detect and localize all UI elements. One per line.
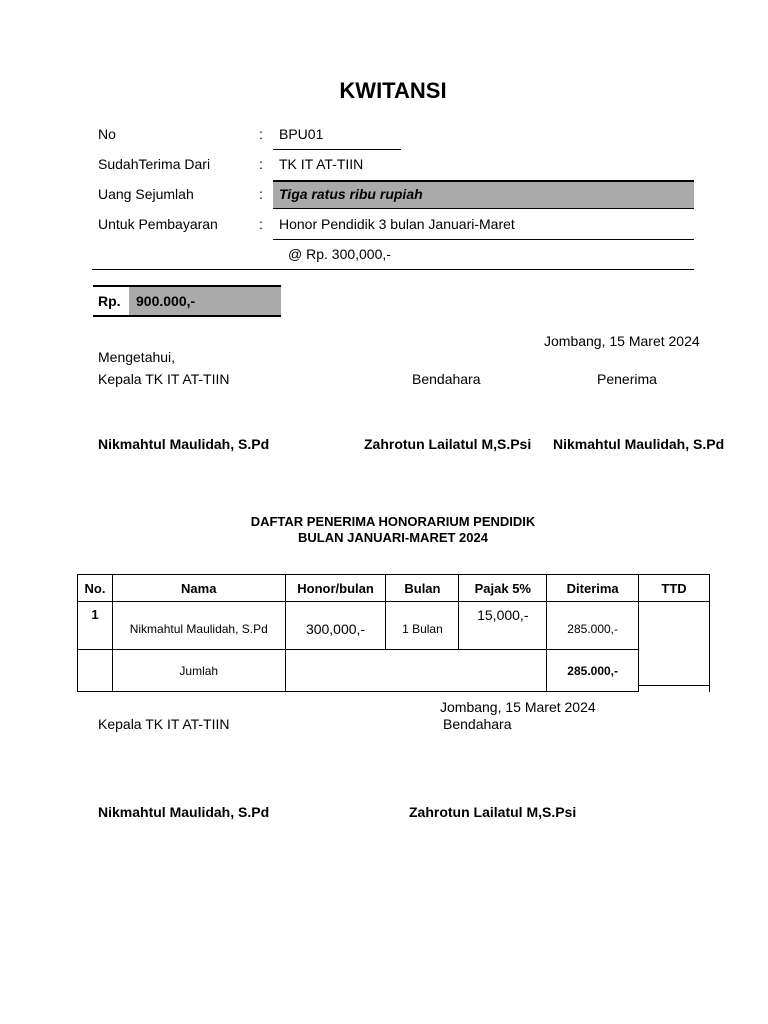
role-head: Kepala TK IT AT-TIIN xyxy=(98,371,230,387)
list-signature-name-treasurer: Zahrotun Lailatul M,S.Psi xyxy=(409,804,577,820)
cell-honor: 300,000,- xyxy=(285,602,386,650)
cell-total-empty xyxy=(285,650,547,692)
ttd-bottom-border xyxy=(639,685,710,686)
field-label-amount: Uang Sejumlah xyxy=(98,186,194,202)
col-header-honor: Honor/bulan xyxy=(285,575,386,602)
list-title-line1: DAFTAR PENERIMA HONORARIUM PENDIDIK xyxy=(250,514,536,529)
field-colon-amount: : xyxy=(259,186,263,202)
cell-total-no xyxy=(78,650,113,692)
rp-amount: 900.000,- xyxy=(136,293,196,309)
table-total-row xyxy=(78,650,710,692)
list-place-date: Jombang, 15 Maret 2024 xyxy=(440,699,596,715)
field-colon-payment-for: : xyxy=(259,216,263,232)
field-value-received-from: TK IT AT-TIIN xyxy=(279,156,364,172)
col-header-bulan: Bulan xyxy=(386,575,459,602)
col-header-nama: Nama xyxy=(112,575,285,602)
rp-label: Rp. xyxy=(98,293,121,309)
rate-line: @ Rp. 300,000,- xyxy=(288,246,391,262)
col-header-pajak: Pajak 5% xyxy=(459,575,547,602)
list-role-head: Kepala TK IT AT-TIIN xyxy=(98,716,230,732)
col-header-no: No. xyxy=(78,575,113,602)
col-header-ttd: TTD xyxy=(639,575,710,602)
cell-ttd xyxy=(639,602,710,692)
acknowledged-label: Mengetahui, xyxy=(98,349,176,365)
signature-name-receiver: Nikmahtul Maulidah, S.Pd xyxy=(553,436,725,452)
receipt-place-date: Jombang, 15 Maret 2024 xyxy=(544,333,700,349)
cell-diterima: 285.000,- xyxy=(547,602,639,650)
field-label-no: No xyxy=(98,126,116,142)
field-label-payment-for: Untuk Pembayaran xyxy=(98,216,218,232)
cell-bulan: 1 Bulan xyxy=(386,602,459,650)
role-receiver: Penerima xyxy=(597,371,657,387)
field-colon-no: : xyxy=(259,126,263,142)
honor-table xyxy=(77,574,710,692)
cell-total-label: Jumlah xyxy=(112,650,285,692)
no-underline xyxy=(273,149,401,150)
receipt-title: KWITANSI xyxy=(339,78,447,103)
field-value-amount-words: Tiga ratus ribu rupiah xyxy=(279,186,423,202)
cell-pajak: 15,000,- xyxy=(459,602,547,650)
field-label-received-from: SudahTerima Dari xyxy=(98,156,211,172)
list-title-line2: BULAN JANUARI-MARET 2024 xyxy=(298,530,488,545)
list-role-treasurer: Bendahara xyxy=(443,716,512,732)
field-value-no: BPU01 xyxy=(279,126,324,142)
table-row xyxy=(78,602,710,650)
cell-no: 1 xyxy=(78,602,113,650)
signature-name-head: Nikmahtul Maulidah, S.Pd xyxy=(98,436,270,452)
field-value-payment-for: Honor Pendidik 3 bulan Januari-Maret xyxy=(279,216,515,232)
field-colon-received-from: : xyxy=(259,156,263,172)
payment-underline xyxy=(273,239,694,240)
role-treasurer: Bendahara xyxy=(412,371,481,387)
cell-nama: Nikmahtul Maulidah, S.Pd xyxy=(112,602,285,650)
signature-name-treasurer: Zahrotun Lailatul M,S.Psi xyxy=(364,436,532,452)
table-header-row xyxy=(78,575,710,602)
list-signature-name-head: Nikmahtul Maulidah, S.Pd xyxy=(98,804,270,820)
section-divider xyxy=(92,269,694,270)
cell-total-value: 285.000,- xyxy=(547,650,639,692)
col-header-diterima: Diterima xyxy=(547,575,639,602)
